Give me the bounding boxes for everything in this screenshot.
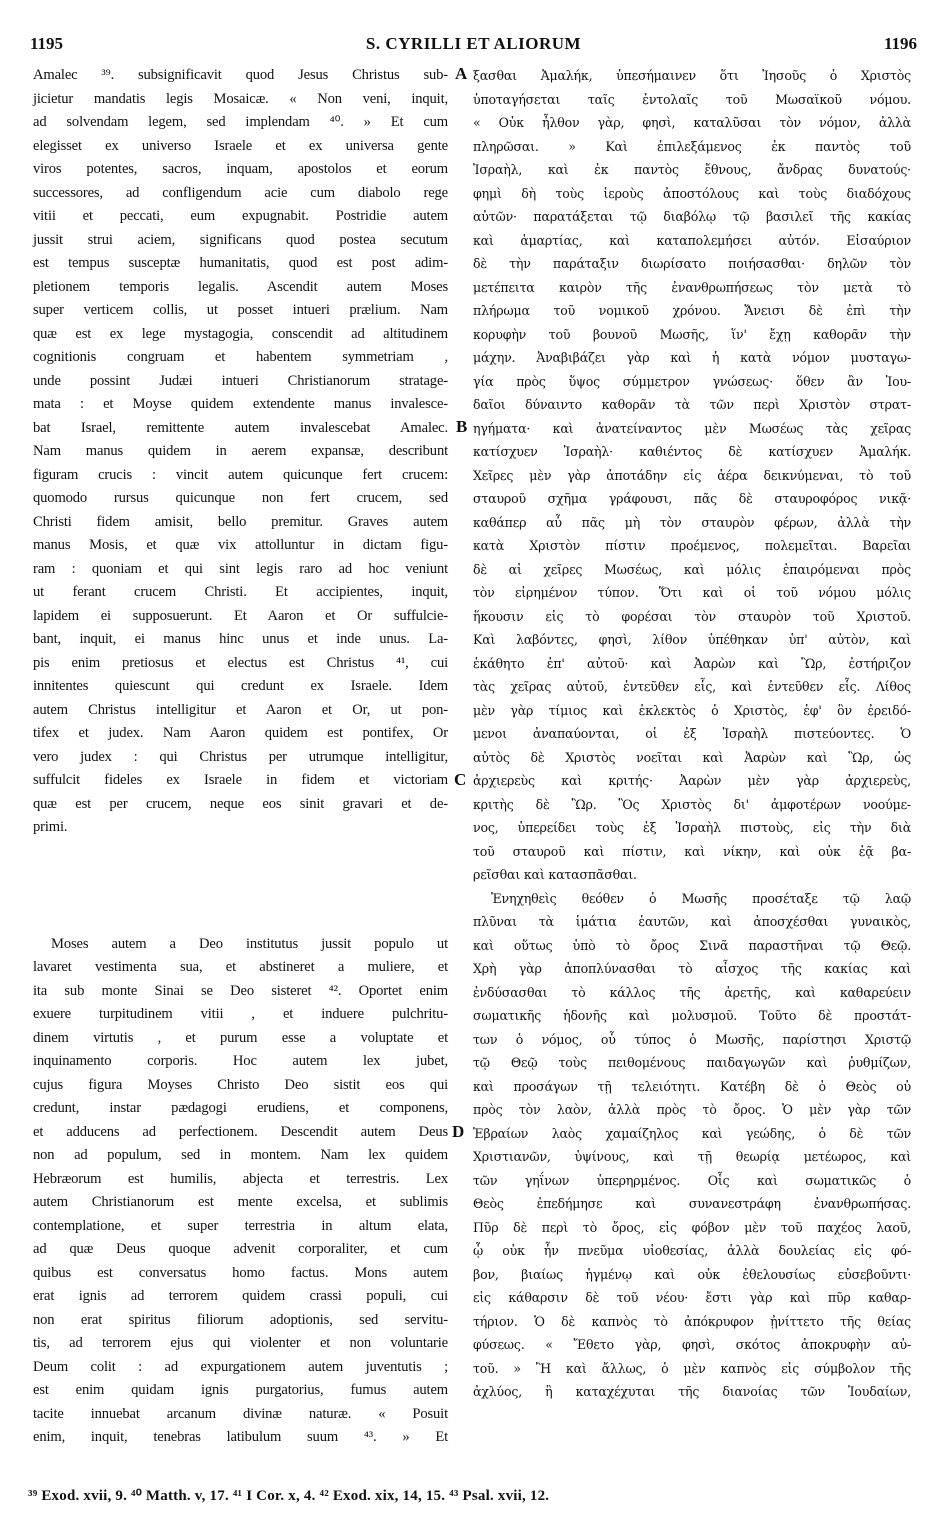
footnotes: ³⁹ Exod. xvii, 9. ⁴⁰ Matth. v, 17. ⁴¹ I Cor. x, 4. ⁴² Exod. xix, 14, 15. ⁴³ Psal. xvii, 12. xyxy=(28,1488,550,1504)
latin-line: inquinamento corporis. Hoc autem lex jubet, xyxy=(33,1053,448,1069)
greek-line: μετέπειτα καιρὸν τῆς ἐνανθρωπήσεως τὸν μετὰ τὸ xyxy=(473,279,911,295)
greek-line: γία πρὸς ὕψος σύμμετρον γνώσεως· ὅθεν ἂν Ἰου- xyxy=(473,373,911,389)
latin-line: quomodo rursus quicunque non fert crucem, sed xyxy=(33,490,448,506)
latin-line: erat ignis ad terrorem quidem crassi populi, cui xyxy=(33,1288,448,1304)
latin-line: tis, ad terrorem ejus qui violenter et non voluntarie xyxy=(33,1335,448,1351)
greek-line: ᾧ οὐκ ἦν πνεῦμα υἱοθεσίας, ἀλλὰ δουλείας εἰς φό- xyxy=(473,1243,911,1258)
greek-line: καὶ προσάγων τῇ τελειότητι. Κατέβη δὲ ὁ Θεὸς οὐ xyxy=(473,1078,911,1094)
greek-line: Χρὴ γὰρ ἀποπλύνασθαι τὸ αἶσχος τῆς κακίας καὶ xyxy=(473,961,911,976)
latin-line: contemplatione, et super terrestria in altum elata, xyxy=(33,1217,448,1234)
latin-line: autem Christianorum est mente excelsa, et sublimis xyxy=(33,1194,448,1210)
greek-line: ἀχλύος, ἣ καταχέχυται τῆς διανοίας τῶν Ἰουδαίων, xyxy=(473,1384,911,1399)
running-header xyxy=(30,34,917,58)
greek-line: των ὁ νόμος, οὗ τύπος ὁ Μωσῆς, παρίστησι Χριστῷ xyxy=(473,1031,911,1047)
latin-line: jussit strui aciem, significans quod postea secutum xyxy=(33,231,448,248)
margin-marker-b: B xyxy=(456,417,468,436)
greek-line: πλῦναι τὰ ἱμάτια ἑαυτῶν, καὶ ἀποσχέσθαι γυναικὸς, xyxy=(473,914,911,929)
latin-line: successores, ad confligendum acie cum diabolo rege xyxy=(33,184,448,201)
greek-line: Καὶ λαβόντες, φησὶ, λίθον ὑπέθηκαν ὑπ' αὐτὸν, καὶ xyxy=(473,632,911,647)
latin-line: unde possint Judæi intueri Christianorum stratage- xyxy=(33,372,448,389)
latin-line: elegisset ex universo Israele et ex universa gente xyxy=(33,137,448,154)
latin-line: innitentes quiescunt qui credunt ex Israele. Idem xyxy=(33,678,448,694)
latin-line: exuere turpitudinem vitii , et induere pulchritu- xyxy=(33,1006,448,1022)
latin-line: est enim quidam ignis purgatorius, fumus autem xyxy=(33,1382,448,1398)
greek-line: ἥκουσιν εἰς τὸ φορέσαι τὸν σταυρὸν τοῦ Χριστοῦ. xyxy=(473,608,911,624)
latin-line: autem Christus intelligitur et Aaron et Or, ut pon- xyxy=(33,701,448,718)
latin-line: ita sub monte Sinai se Deo sisteret ⁴². Oportet enim xyxy=(33,982,448,999)
latin-line: primi. xyxy=(33,819,68,835)
greek-line: τὰς χεῖρας αὐτοῦ, ἐντεῦθεν εἷς, καὶ ἐντεῦθεν εἷς. Λίθος xyxy=(473,679,911,694)
greek-line: πληρῶσαι. » Καὶ ἐπιλεξάμενος ἐκ παντὸς τοῦ xyxy=(473,138,911,154)
greek-line: Πῦρ δὲ περὶ τὸ ὄρος, εἰς φόβον μὲν τοῦ παχέος λαοῦ, xyxy=(473,1219,911,1235)
latin-line: non erat spiritus filiorum adoptionis, sed servitu- xyxy=(33,1311,448,1328)
latin-line: Hebræorum est humilis, abjecta et terrestris. Lex xyxy=(33,1170,448,1187)
latin-line: Christi fidem amisit, bello premitur. Graves autem xyxy=(33,513,448,530)
greek-column xyxy=(473,64,911,1404)
greek-line: τῶν γηΐνων ὑπερηρμένος. Οἷς καὶ σωματικῶς ὁ xyxy=(473,1172,911,1188)
latin-line: quibus est conversatus homo factus. Mons autem xyxy=(33,1264,448,1281)
greek-line: καθάπερ αὖ πᾶς μὴ τὸν σταυρὸν φέρων, ἀλλὰ τὴν xyxy=(473,514,911,530)
greek-line: Χριστιανῶν, ὑψίνους, καὶ τῇ θεωρίᾳ μετέωρος, καὶ xyxy=(473,1149,911,1164)
latin-line: pletionem temporis legalis. Ascendit autem Moses xyxy=(33,278,448,295)
latin-line: non ad populum, sed in montem. Nam lex quidem xyxy=(33,1147,448,1163)
paragraph-gap xyxy=(33,840,448,933)
latin-line: Moses autem a Deo institutus jussit populo ut xyxy=(51,935,448,952)
latin-line: cujus figura Moyses Christo Deo sistit eos qui xyxy=(33,1076,448,1093)
greek-line: δαῖοι δύναιντο καθορᾶν τὰ τῶν περὶ Χριστὸν στρατ- xyxy=(473,397,911,412)
latin-line: Deum colit : ad expurgationem autem juventutis ; xyxy=(33,1358,448,1375)
greek-line: μὲν γὰρ τίμιος καὶ ἐκλεκτὸς ὁ Χριστὸς, ἐφ' ὃν ἐρειδό- xyxy=(473,702,911,718)
latin-line: bant, inquit, ei manus hinc unus et inde unus. La- xyxy=(33,631,448,647)
latin-line: Amalec ³⁹. subsignificavit quod Jesus Christus sub- xyxy=(33,67,448,83)
latin-line: lapidem ei supposuerunt. Et Aaron et Or suffulcie- xyxy=(33,607,448,624)
greek-line: τοῦ σταυροῦ καὶ πίστιν, καὶ νίκην, καὶ οὐκ ἐᾷ βα- xyxy=(473,843,911,859)
greek-line: φύσεως. « Ἔθετο γὰρ, φησὶ, σκότος ἀποκρυφὴν αὐ- xyxy=(473,1337,911,1352)
latin-line: suffulcit fideles ex Israele in fidem et victoriam xyxy=(33,772,448,788)
greek-line: τῷ Θεῷ τοὺς πειθομένους παιδαγωγῶν καὶ ῥυθμίζων, xyxy=(473,1055,911,1070)
greek-line: νος, ὑπερείδει τοὺς ἐξ Ἰσραὴλ πιστοὺς, εἰς τὴν διὰ xyxy=(473,820,911,835)
latin-line: manus Mosis, et quæ vix attolluntur in dictam figu- xyxy=(33,537,448,553)
latin-line: super verticem collis, ut posset intueri prælium. Nam xyxy=(33,302,448,318)
greek-line: δὲ τὴν παράταξιν διωρίσατο ποιήσασθαι· δηλῶν τὸν xyxy=(473,256,911,271)
greek-line: δὲ αἱ χεῖρες Μωσέως, καὶ μόλις ἐπαιρόμεναι πρὸς xyxy=(473,561,911,577)
greek-line: ξασθαι Ἀμαλήκ, ὑπεσήμαινεν ὅτι Ἰησοῦς ὁ Χριστὸς xyxy=(473,68,911,83)
latin-line: quæ est ex lege mystagogia, conscendit ad altitudinem xyxy=(33,325,448,342)
latin-line: viros potentes, sacros, inquam, apostolos et eorum xyxy=(33,161,448,177)
greek-line: τοῦ. » Ἢ καὶ ἄλλως, ὁ μὲν καπνὸς εἰς σύμβολον τῆς xyxy=(473,1360,911,1376)
greek-line: κατὰ Χριστὸν πίστιν προέμενος, πολεμεῖται. Βαρεῖαι xyxy=(473,538,911,553)
greek-line: φημὶ δὴ τοὺς ἱεροὺς ἀποστόλους καὶ τοὺς διαδόχους xyxy=(473,185,911,201)
greek-line: ρεῖσθαι καὶ κατασπᾶσθαι. xyxy=(473,867,637,882)
latin-line: bat Israel, remittente autem invalescebat Amalec. xyxy=(33,419,448,436)
latin-line: figuram crucis : vincit autem quicunque fert crucem: xyxy=(33,466,448,483)
latin-line: dinem virtutis , et purum esse a voluptate et xyxy=(33,1029,448,1046)
greek-line: ηγήματα· καὶ ἀνατείναντος μὲν Μωσέως τὰς χεῖρας xyxy=(473,420,911,436)
latin-line: pis enim pretiosus et electus est Christus ⁴¹, cui xyxy=(33,654,448,671)
greek-line: σταυροῦ σχῆμα γράφουσι, πᾶς δὲ σταυροφόρος νικᾷ· xyxy=(473,491,911,506)
latin-line: quæ est per crucem, neque eos sinit gravari et de- xyxy=(33,795,448,812)
latin-line: enim, inquit, tenebras latibulum suum ⁴³. » Et xyxy=(33,1429,448,1445)
latin-line: tifex et judex. Nam Aaron quidem est pontifex, Or xyxy=(33,725,448,741)
latin-line: vitii et peccati, eum expugnabit. Postridie autem xyxy=(33,208,448,224)
greek-line: Ἑβραίων λαὸς χαμαίζηλος καὶ γεώδης, ὁ δὲ τῶν xyxy=(473,1125,911,1141)
latin-line: ut ferant crucem Christi. Et accipientes, inquit, xyxy=(33,584,448,600)
greek-line: Ἐνηχηθεὶς θεόθεν ὁ Μωσῆς προσέταξε τῷ λαῷ xyxy=(491,890,911,906)
page-number-right: 1196 xyxy=(883,34,917,53)
greek-line: καὶ οὕτως ὑπὸ τὸ ὄρος Σινᾶ παραστῆναι τῷ Θεῷ. xyxy=(473,937,911,953)
greek-line: ἐνδύσασθαι τὸ κάλλος τῆς ἀρετῆς, καὶ καθαρεύειν xyxy=(473,984,911,1000)
greek-line: καὶ ἁμαρτίας, καὶ καταπολεμήσει αὐτόν. Εἰσαύριον xyxy=(473,232,911,248)
latin-line: et adducens ad perfectionem. Descendit autem Deus xyxy=(33,1123,448,1140)
margin-marker-c: C xyxy=(454,770,467,789)
latin-line: Nam manus quidem in aerem expansæ, describunt xyxy=(33,443,448,459)
greek-line: ἐκάθητο ἐπ' αὐτοῦ· καὶ Ἀαρὼν καὶ Ὢρ, ἐστήριζον xyxy=(473,655,911,671)
latin-line: jicietur mandatis legis Mosaicæ. « Non veni, inquit, xyxy=(33,90,448,107)
running-title: S. CYRILLI ET ALIORUM xyxy=(365,34,582,53)
latin-column xyxy=(33,64,448,1450)
greek-line: κατίσχυεν Ἰσραὴλ· καθιέντος δὲ κατίσχυεν Ἀμαλήκ. xyxy=(473,444,911,459)
greek-line: αὐτῶν· παρατάξεται τῷ διαβόλῳ τῷ βασιλεῖ τῆς κακίας xyxy=(473,209,911,224)
margin-marker-d: D xyxy=(452,1122,465,1141)
greek-line: « Οὐκ ἦλθον γὰρ, φησὶ, καταλῦσαι τὸν νόμον, ἀλλὰ xyxy=(473,115,911,130)
greek-line: Ἰσραὴλ, καὶ ἐκ παντὸς ἔθνους, ἄνδρας δυνατούς· xyxy=(473,162,911,177)
greek-line: πρὸς τὸν λαὸν, ἀλλὰ πρὸς τὸ ὄρος. Ὁ μὲν γὰρ τῶν xyxy=(473,1102,911,1117)
greek-line: ἀρχιερεὺς καὶ κριτής· Ἀαρὼν μὲν γὰρ ἀρχιερεὺς, xyxy=(473,773,911,788)
greek-line: εἰς κάθαρσιν δὲ τοῦ νέου· ἔστι γὰρ καὶ πῦρ καθαρ- xyxy=(473,1290,911,1305)
latin-line: cognitionis congruam et habentem symmetriam , xyxy=(33,349,448,365)
latin-line: tacite innuebat arcanum divinæ naturæ. « Posuit xyxy=(33,1405,448,1422)
latin-line: lavaret vestimenta sua, et abstineret a muliere, et xyxy=(33,959,448,975)
greek-line: τὸν εἰρημένον τύπον. Ὅτι καὶ οἱ τοῦ νόμου μόλις xyxy=(473,585,911,600)
greek-line: βον, βιαίως ἡγμένῳ καὶ οὐκ ἐθελουσίως εὐσεβοῦντι· xyxy=(473,1266,911,1282)
greek-line: τήριον. Ὁ δὲ καπνὸς τὸ ἀπόκρυφον ᾐνίττετο τῆς θείας xyxy=(473,1313,911,1329)
greek-line: σωματικῆς ἡδονῆς καὶ μολυσμοῦ. Τοῦτο δὲ προστάτ- xyxy=(473,1008,911,1023)
greek-line: Χεῖρες μὲν γὰρ ἀποτάδην εἰς ἀέρα δεικνύμεναι, τὸ τοῦ xyxy=(473,467,911,483)
margin-marker-a: A xyxy=(455,64,468,83)
greek-line: κριτὴς δὲ Ὢρ. Ὃς Χριστὸς δι' ἀμφοτέρων νοούμε- xyxy=(473,796,911,812)
latin-line: ad quæ Deus quoque advenit corporaliter, et cum xyxy=(33,1241,448,1257)
page-number-left: 1195 xyxy=(30,34,64,53)
latin-line: ad solvendam legem, sed implendam ⁴⁰. » Et cum xyxy=(33,114,448,130)
greek-line: αὐτὸς δὲ Χριστὸς νοεῖται καὶ Ἀαρὼν καὶ Ὢρ, ὡς xyxy=(473,749,911,765)
greek-line: μάχην. Ἀναβιβάζει γὰρ καὶ ἡ κατὰ νόμον μυσταγω- xyxy=(473,350,911,365)
latin-line: credunt, instar pædagogi erudiens, et componens, xyxy=(33,1100,448,1116)
greek-line: πλήρωμα τοῦ νομικοῦ χρόνου. Ἄνεισι δὲ ἐπὶ τὴν xyxy=(473,303,911,318)
latin-line: est tempus susceptæ humanitatis, quod est post adim- xyxy=(33,255,448,271)
latin-line: vero judex : qui Christus per utrumque intelligitur, xyxy=(33,748,448,765)
latin-line: mata : et Moyse quidem extendente manus invalesce- xyxy=(33,396,448,412)
greek-line: κορυφὴν τοῦ βουνοῦ Μωσῆς, ἵν' ἔχῃ καθορᾶν τὴν xyxy=(473,326,911,342)
greek-line: Θεὸς ἐπεδήμησε καὶ συνανεστράφη ἐνανθρωπήσας. xyxy=(473,1196,911,1211)
greek-line: ὑποταγήσεται ταῖς ἐντολαῖς τοῦ Μωσαϊκοῦ νόμου. xyxy=(473,91,911,107)
latin-line: ram : quoniam et qui sint legis raro ad hoc veniunt xyxy=(33,560,448,577)
greek-line: μενοι ἀναπαύονται, οἱ ἐξ Ἰσραὴλ πιστεύοντες. Ὁ xyxy=(473,726,911,741)
